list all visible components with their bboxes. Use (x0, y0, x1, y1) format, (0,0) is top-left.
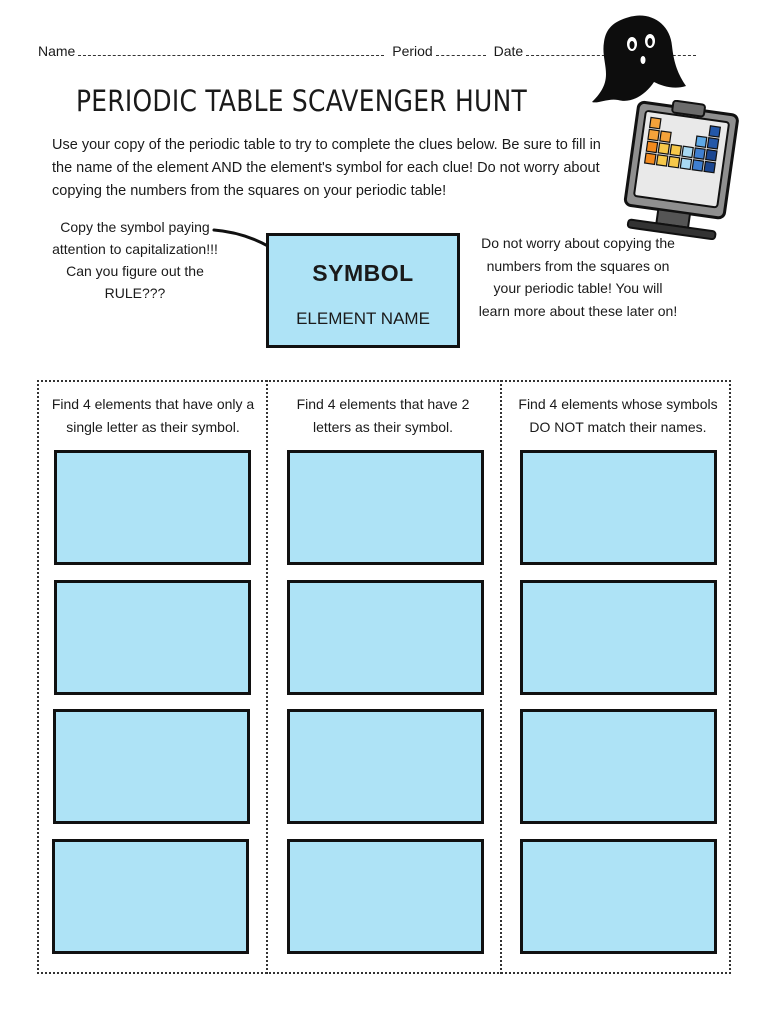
periodic-table-icon (620, 100, 740, 240)
answer-box[interactable] (287, 580, 484, 695)
answer-box[interactable] (287, 450, 484, 565)
period-label: Period (392, 43, 433, 59)
column-divider (266, 380, 268, 974)
answer-box[interactable] (520, 839, 717, 954)
answer-box[interactable] (54, 450, 251, 565)
answer-box[interactable] (287, 839, 484, 954)
capitalization-note: Copy the symbol paying attention to capitalization!!! Can you figure out the RULE??? (52, 219, 218, 301)
answer-box[interactable] (520, 580, 717, 695)
numbers-note: Do not worry about copying the numbers from the squares on your periodic table! You will learn more about these later on! (478, 235, 678, 319)
answer-box[interactable] (53, 709, 250, 824)
ghost-icon (588, 8, 688, 108)
period-field[interactable] (436, 43, 486, 56)
answer-box[interactable] (520, 709, 717, 824)
date-label: Date (493, 43, 524, 59)
instructions-text: Use your copy of the periodic table to try to complete the clues below. Be sure to fill in the name of the element AND the element's symbol for each clue! Do not worry about copying the numbers from the squares on your periodic table! (52, 137, 601, 199)
column-heading-two-letters: Find 4 elements that have 2 letters as their symbol. (296, 396, 470, 435)
column-heading-mismatched-symbols: Find 4 elements whose symbols DO NOT match their names. (518, 396, 718, 435)
example-element-box (266, 233, 460, 348)
answer-box[interactable] (520, 450, 717, 565)
answer-box[interactable] (287, 709, 484, 824)
answer-box[interactable] (52, 839, 249, 954)
name-label: Name (38, 43, 76, 59)
example-symbol-label: SYMBOL (312, 260, 414, 286)
page-title: PERIODIC TABLE SCAVENGER HUNT (76, 84, 527, 118)
name-field[interactable] (78, 43, 384, 56)
column-divider (500, 380, 502, 974)
column-heading-single-letter: Find 4 elements that have only a single letter as their symbol. (51, 396, 255, 435)
example-element-name-label: ELEMENT NAME (296, 309, 430, 328)
answer-box[interactable] (54, 580, 251, 695)
